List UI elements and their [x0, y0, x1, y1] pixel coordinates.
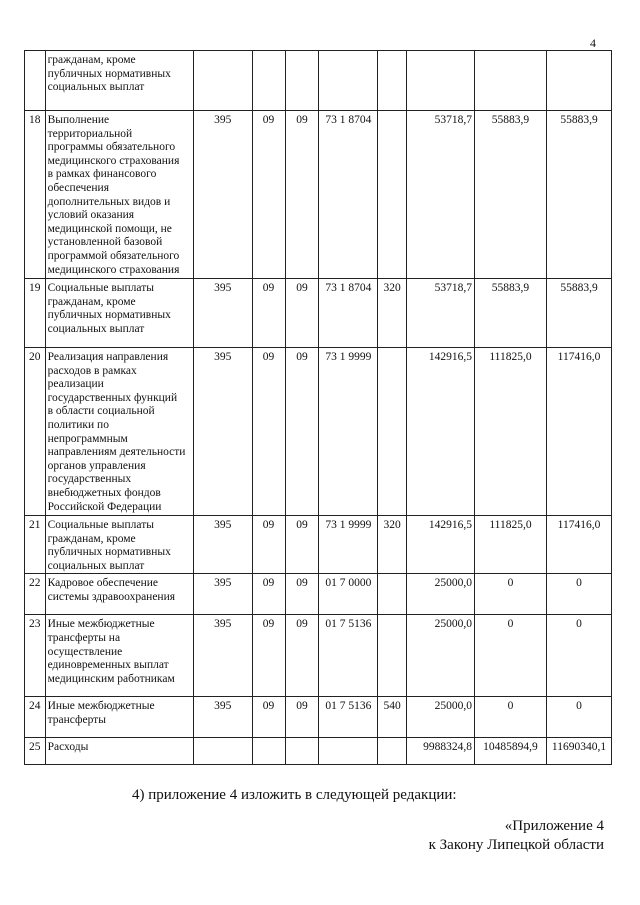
row-name-line: Расходы: [47, 741, 89, 754]
table-row: [25, 738, 612, 765]
row-section-cell: 09: [252, 574, 285, 615]
row-name-line: в рамках финансового: [47, 168, 157, 181]
row-code-cell: [193, 738, 252, 765]
row-name-line: трансферты: [47, 713, 106, 726]
appendix-subtitle: к Закону Липецкой области: [428, 837, 604, 853]
row-name-line: осуществление: [47, 645, 123, 658]
row-number-cell: 20: [25, 348, 46, 516]
row-amount-2-cell: 55883,9: [474, 111, 546, 279]
row-name-line: медицинского страхования: [47, 263, 180, 276]
row-name-line: Реализация направления: [47, 351, 169, 363]
row-amount-3-cell: 0: [547, 615, 612, 697]
row-subsection-cell: 09: [285, 279, 319, 348]
row-target-article-cell: 73 1 8704: [319, 111, 378, 279]
row-name-line: публичных нормативных: [47, 67, 171, 80]
row-amount-3-cell: [547, 51, 612, 111]
row-expense-type-cell: [378, 738, 407, 765]
row-subsection-cell: 09: [285, 615, 319, 697]
row-name-cell: [45, 697, 193, 738]
row-expense-type-cell: [378, 111, 407, 279]
row-section-cell: 09: [252, 697, 285, 738]
row-amount-2-cell: 55883,9: [474, 279, 546, 348]
row-name-line: политики по: [47, 418, 109, 431]
row-subsection-cell: 09: [285, 574, 319, 615]
row-name-line: программы обязательного: [47, 141, 176, 154]
row-number-cell: 21: [25, 516, 46, 574]
row-amount-2-cell: 111825,0: [474, 348, 546, 516]
row-number-cell: 19: [25, 279, 46, 348]
row-name-line: органов управления: [47, 459, 146, 472]
appendix-title: «Приложение 4: [504, 818, 604, 834]
row-name-line: Российской Федерации: [47, 500, 162, 513]
row-name-line: социальных выплат: [47, 559, 145, 572]
row-amount-3-cell: 55883,9: [547, 111, 612, 279]
row-name-cell: [45, 111, 193, 279]
row-name-line: единовременных выплат: [47, 659, 169, 672]
row-target-article-cell: 73 1 9999: [319, 516, 378, 574]
row-amount-1-cell: 53718,7: [407, 279, 475, 348]
row-name-line: дополнительных видов и: [47, 195, 171, 208]
row-target-article-cell: 73 1 8704: [319, 279, 378, 348]
row-name-line: установленной базовой: [47, 236, 163, 249]
row-code-cell: 395: [193, 348, 252, 516]
row-expense-type-cell: [378, 51, 407, 111]
budget-table: [24, 50, 612, 765]
row-section-cell: 09: [252, 348, 285, 516]
row-amount-1-cell: 9988324,8: [407, 738, 475, 765]
row-name-cell: [45, 51, 193, 111]
table-row: [25, 348, 612, 516]
row-expense-type-cell: 320: [378, 516, 407, 574]
row-code-cell: 395: [193, 516, 252, 574]
row-amount-1-cell: 25000,0: [407, 615, 475, 697]
row-subsection-cell: [285, 51, 319, 111]
row-name-line: Иные межбюджетные: [47, 700, 155, 713]
table-row: [25, 516, 612, 574]
row-amount-1-cell: 53718,7: [407, 111, 475, 279]
row-section-cell: [252, 738, 285, 765]
row-name-line: медицинской помощи, не: [47, 222, 172, 235]
row-name-line: Выполнение: [47, 114, 110, 126]
row-name-cell: [45, 279, 193, 348]
row-expense-type-cell: 540: [378, 697, 407, 738]
row-amount-2-cell: 10485894,9: [474, 738, 546, 765]
row-name-line: условий оказания: [47, 209, 135, 222]
row-amount-3-cell: 11690340,1: [547, 738, 612, 765]
row-name-line: обеспечения: [47, 181, 109, 194]
row-name-line: государственных: [47, 473, 132, 486]
table-row: [25, 51, 612, 111]
row-name-cell: [45, 738, 193, 765]
row-amount-2-cell: [474, 51, 546, 111]
row-number-cell: 23: [25, 615, 46, 697]
row-amount-2-cell: 0: [474, 574, 546, 615]
row-amount-3-cell: 0: [547, 574, 612, 615]
table-row: [25, 615, 612, 697]
row-number-cell: 24: [25, 697, 46, 738]
row-section-cell: 09: [252, 279, 285, 348]
row-name-line: системы здравоохранения: [47, 590, 176, 603]
row-name-cell: [45, 615, 193, 697]
row-target-article-cell: [319, 51, 378, 111]
table-row: [25, 279, 612, 348]
row-amount-2-cell: 0: [474, 697, 546, 738]
row-name-line: медицинским работникам: [47, 672, 175, 685]
row-amount-3-cell: 117416,0: [547, 516, 612, 574]
row-name-line: гражданам, кроме: [47, 54, 136, 66]
row-name-line: гражданам, кроме: [47, 532, 136, 545]
row-name-cell: [45, 348, 193, 516]
row-name-line: Иные межбюджетные: [47, 618, 155, 631]
row-name-cell: [45, 574, 193, 615]
row-name-cell: [45, 516, 193, 574]
row-name-line: внебюджетных фондов: [47, 486, 161, 499]
row-name-line: в области социальной: [47, 405, 155, 418]
row-section-cell: 09: [252, 111, 285, 279]
row-section-cell: [252, 51, 285, 111]
row-amount-3-cell: 55883,9: [547, 279, 612, 348]
row-expense-type-cell: [378, 574, 407, 615]
row-target-article-cell: 01 7 5136: [319, 615, 378, 697]
row-amount-3-cell: 0: [547, 697, 612, 738]
row-amount-1-cell: 25000,0: [407, 574, 475, 615]
row-amount-1-cell: [407, 51, 475, 111]
row-subsection-cell: 09: [285, 348, 319, 516]
row-subsection-cell: 09: [285, 111, 319, 279]
row-code-cell: [193, 51, 252, 111]
row-number-cell: 18: [25, 111, 46, 279]
row-target-article-cell: 73 1 9999: [319, 348, 378, 516]
row-number-cell: [25, 51, 46, 111]
row-target-article-cell: 01 7 5136: [319, 697, 378, 738]
row-name-line: государственных функций: [47, 391, 178, 404]
row-name-line: Социальные выплаты: [47, 519, 154, 531]
row-amount-3-cell: 117416,0: [547, 348, 612, 516]
row-expense-type-cell: 320: [378, 279, 407, 348]
row-number-cell: 25: [25, 738, 46, 765]
row-name-line: трансферты на: [47, 631, 121, 644]
table-row: [25, 111, 612, 279]
row-name-line: реализации: [47, 378, 104, 391]
row-code-cell: 395: [193, 615, 252, 697]
row-name-line: Кадровое обеспечение: [47, 577, 159, 590]
row-code-cell: 395: [193, 574, 252, 615]
row-target-article-cell: 01 7 0000: [319, 574, 378, 615]
row-name-line: медицинского страхования: [47, 154, 180, 167]
row-name-line: расходов в рамках: [47, 364, 137, 377]
row-section-cell: 09: [252, 615, 285, 697]
row-name-line: гражданам, кроме: [47, 295, 136, 308]
row-code-cell: 395: [193, 111, 252, 279]
row-expense-type-cell: [378, 348, 407, 516]
row-name-line: территориальной: [47, 127, 133, 140]
row-name-line: социальных выплат: [47, 81, 145, 94]
row-amount-1-cell: 142916,5: [407, 348, 475, 516]
row-code-cell: 395: [193, 279, 252, 348]
page-number: 4: [590, 36, 596, 50]
row-amount-2-cell: 111825,0: [474, 516, 546, 574]
table-row: [25, 697, 612, 738]
row-amount-1-cell: 25000,0: [407, 697, 475, 738]
row-expense-type-cell: [378, 615, 407, 697]
row-amount-1-cell: 142916,5: [407, 516, 475, 574]
row-code-cell: 395: [193, 697, 252, 738]
row-number-cell: 22: [25, 574, 46, 615]
row-target-article-cell: [319, 738, 378, 765]
row-amount-2-cell: 0: [474, 615, 546, 697]
row-subsection-cell: 09: [285, 697, 319, 738]
row-name-line: публичных нормативных: [47, 546, 171, 559]
budget-table-body: [25, 51, 612, 765]
row-name-line: публичных нормативных: [47, 309, 171, 322]
row-name-line: Социальные выплаты: [47, 282, 154, 294]
row-name-line: программой обязательного: [47, 249, 180, 262]
row-section-cell: 09: [252, 516, 285, 574]
table-row: [25, 574, 612, 615]
row-name-line: социальных выплат: [47, 322, 145, 335]
row-name-line: направлениям деятельности: [47, 446, 186, 459]
amendment-text: 4) приложение 4 изложить в следующей редакции:: [132, 787, 457, 803]
row-name-line: непрограммным: [47, 432, 128, 445]
row-subsection-cell: 09: [285, 516, 319, 574]
row-subsection-cell: [285, 738, 319, 765]
